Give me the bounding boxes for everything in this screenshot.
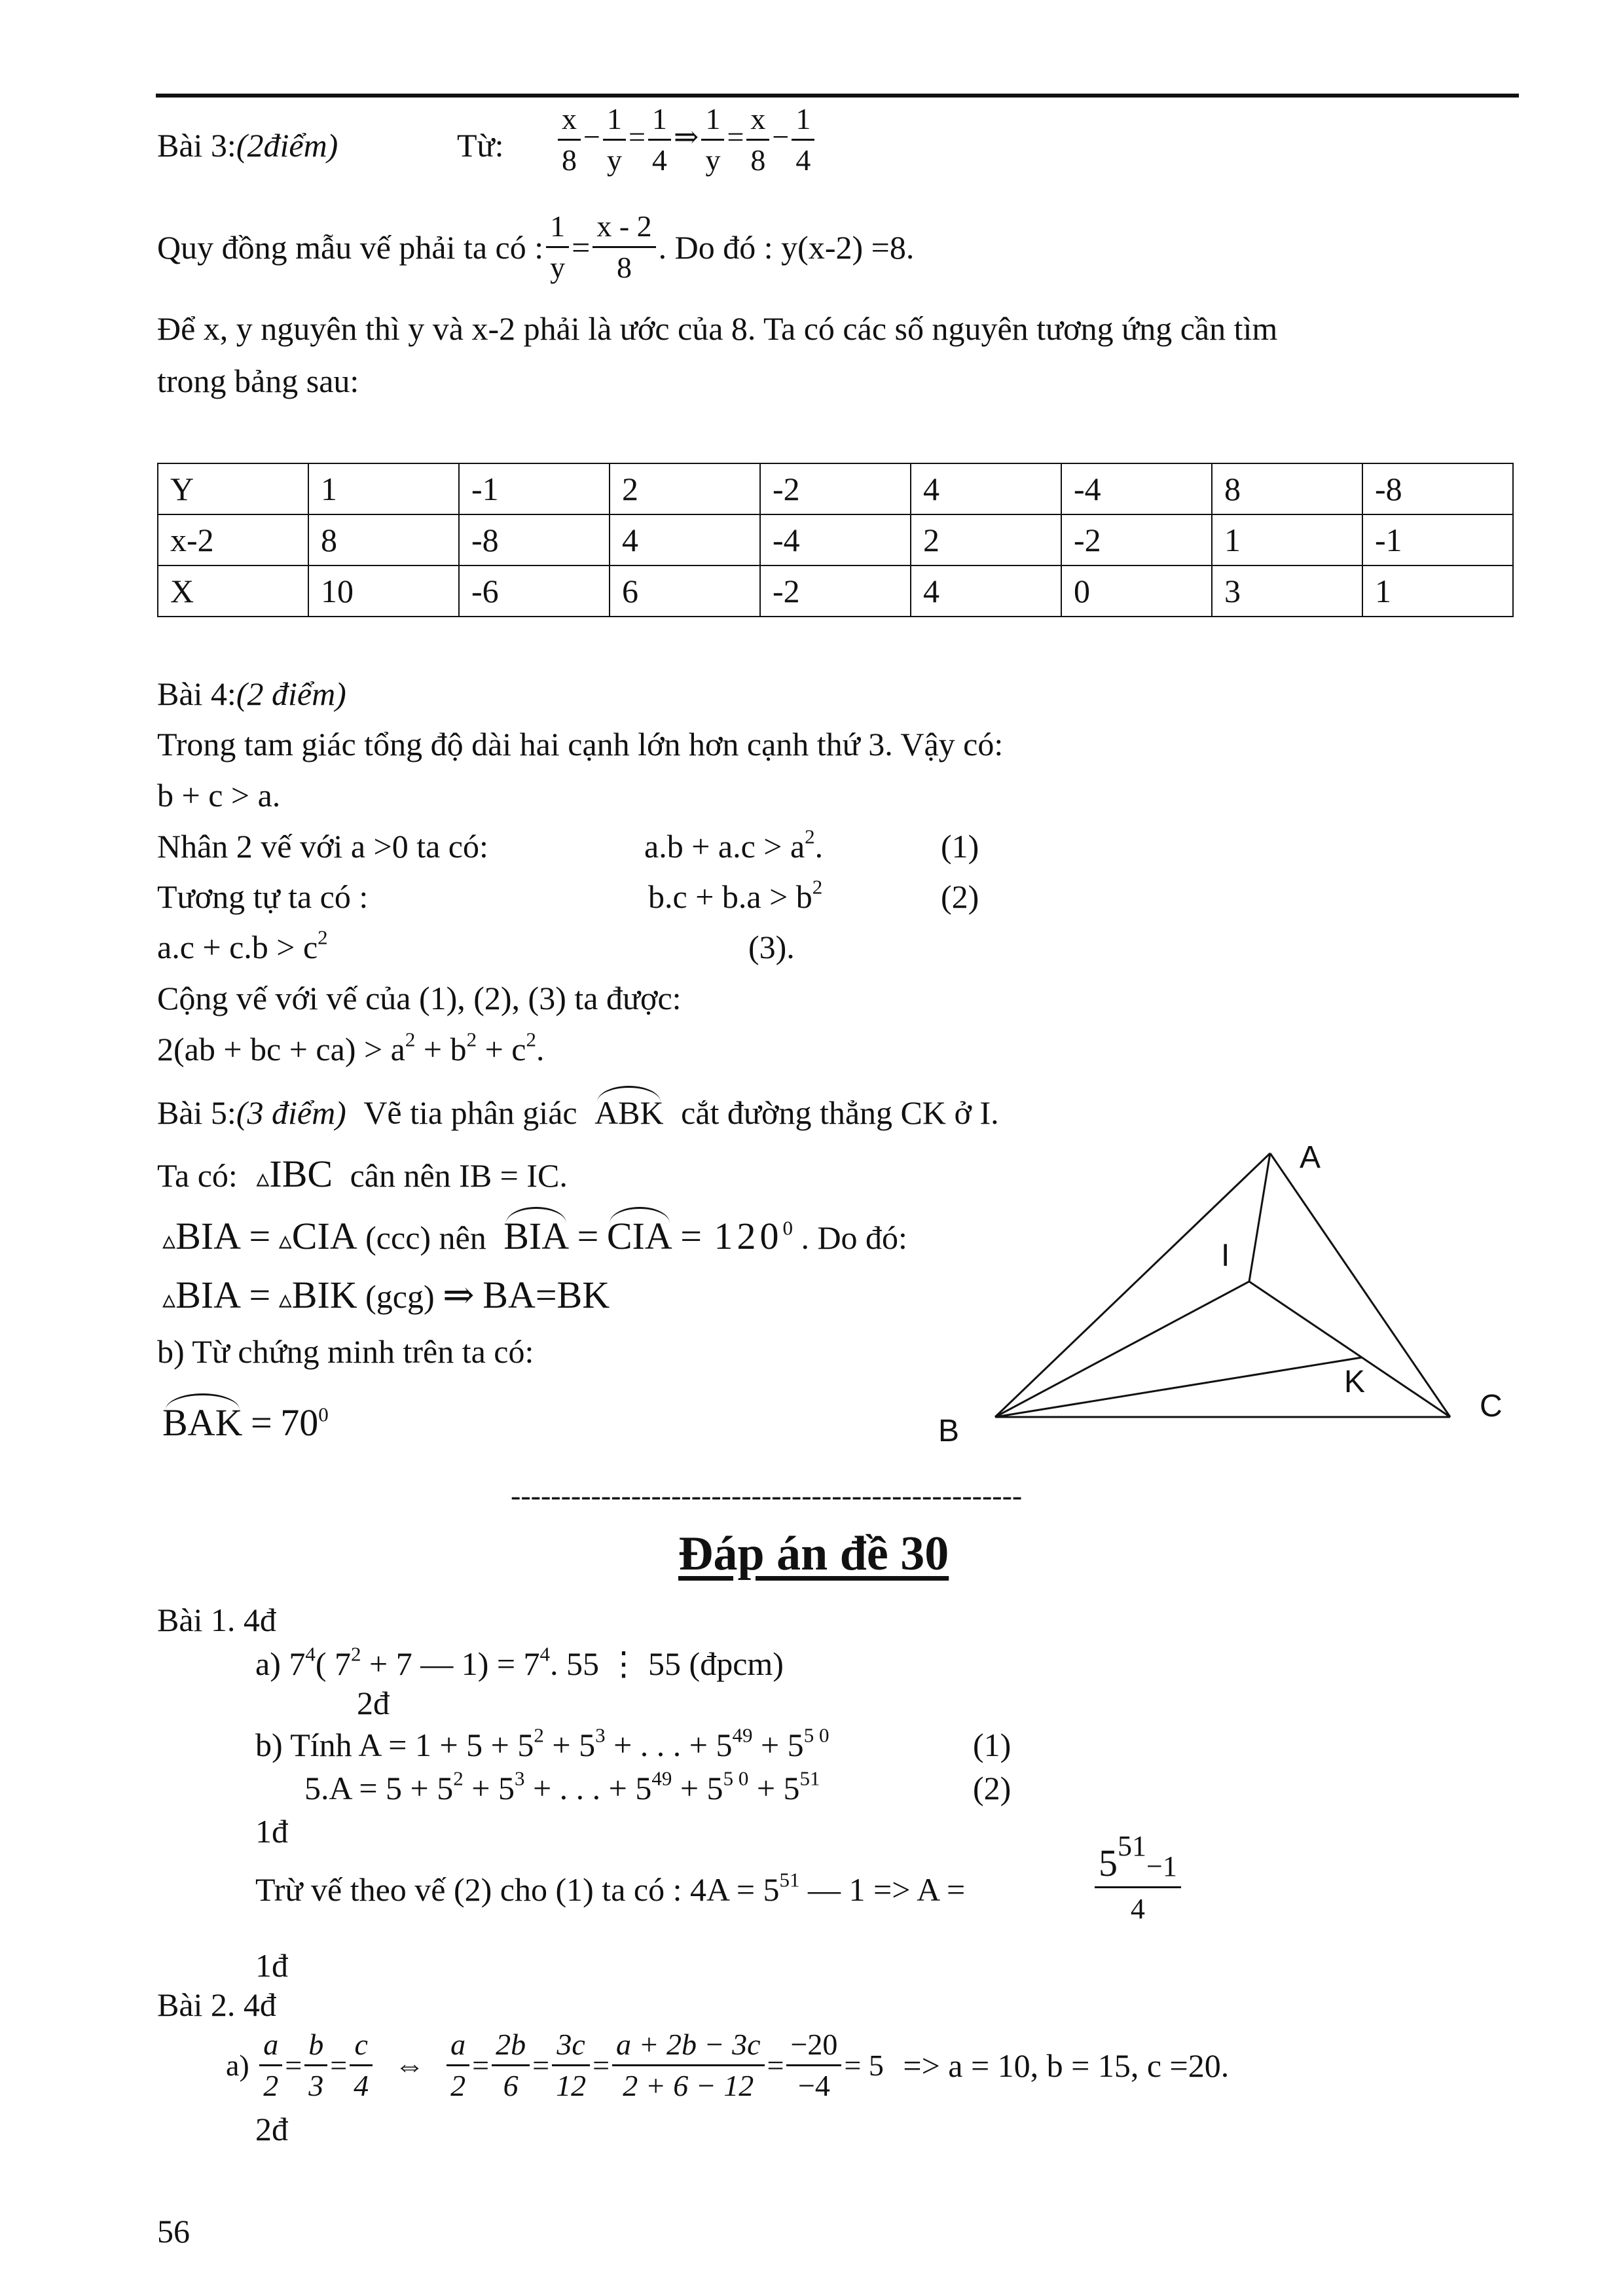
table-cell: -4 <box>1061 463 1212 514</box>
bai5-line5: b) Từ chứng minh trên ta có: <box>157 1333 534 1370</box>
bai3-para2: trong bảng sau: <box>157 363 359 399</box>
table-cell: Y <box>158 463 308 514</box>
bai1-b-points: 1đ <box>255 1813 288 1850</box>
separator: --------------------------------------------------- <box>511 1479 1023 1512</box>
bai4-line6: Cộng vế với vế của (1), (2), (3) ta được: <box>157 980 682 1016</box>
bai4-tag1: (1) <box>941 828 979 865</box>
page-number: 56 <box>157 2213 190 2250</box>
bai1-heading: Bài 1. 4đ <box>157 1602 276 1638</box>
bai1-a-points: 2đ <box>357 1685 390 1721</box>
table-cell: 8 <box>308 514 459 565</box>
table-cell: X <box>158 565 308 617</box>
bai1-result-fraction: $5^{51}-1$ 4 <box>1095 1844 1181 1924</box>
bai2-a-points: 2đ <box>255 2111 288 2147</box>
bai4-line5-expr: $a.c + c.b > c^2$ <box>157 925 328 965</box>
angle-abk: ABK <box>594 1094 664 1131</box>
table-cell: 4 <box>911 565 1061 617</box>
table-cell: 10 <box>308 565 459 617</box>
point-label-b: B <box>938 1414 960 1448</box>
bai4-tag3: (3). <box>748 929 795 965</box>
bai3-para1: Để x, y nguyên thì y và x-2 phải là ước của 8. Ta có các số nguyên tương ứng cần tìm <box>157 310 1278 347</box>
table-cell: -2 <box>1061 514 1212 565</box>
table-cell: -2 <box>760 463 911 514</box>
point-label-i: I <box>1221 1238 1230 1273</box>
answer-title: Đáp án đề 30 <box>678 1527 949 1581</box>
table-cell: -4 <box>760 514 911 565</box>
angle-cia: CIA <box>606 1215 672 1257</box>
table-cell: -2 <box>760 565 911 617</box>
bai1-b-tag2: (2) <box>973 1770 1012 1806</box>
table-cell: 8 <box>1212 463 1362 514</box>
bai4-line4-expr: $b.c + b.a > b^2$ <box>648 875 823 915</box>
bai1-a: a) $7^4$( $7^2 + 7$ — $1) = 7^4$. 55 ⋮ 55 (đpcm) <box>255 1642 784 1682</box>
bai2-heading: Bài 2. 4đ <box>157 1986 276 2023</box>
bai3-tu: Từ: <box>457 127 504 164</box>
bai1-b-line2: $5.A = 5 + 5^2 + 5^3$ + . . . + $5^{49} + 5^{5 0} + 5^{51}$ <box>304 1767 820 1806</box>
table-cell: 6 <box>610 565 760 617</box>
table-cell: -8 <box>459 514 610 565</box>
table-cell: 3 <box>1212 565 1362 617</box>
table-cell: 2 <box>610 463 760 514</box>
table-cell: -8 <box>1362 463 1513 514</box>
table-cell: -1 <box>1362 514 1513 565</box>
bai5-line2: Ta có: ▵IBC cân nên IB = IC. <box>157 1153 568 1195</box>
bai1-subtract: Trừ vế theo vế (2) cho (1) ta có : $4A = 5^{51}$ — 1 => A = <box>255 1868 966 1908</box>
table-row <box>158 514 1513 565</box>
bai4-line4-label: Tương tự ta có : <box>157 878 369 915</box>
bai4-line2: b + c > a. <box>157 777 281 814</box>
table-cell: 4 <box>911 463 1061 514</box>
table-cell: -6 <box>459 565 610 617</box>
segment-ai <box>1249 1153 1270 1282</box>
bai1-b-tag1: (1) <box>973 1727 1012 1763</box>
angle-bia: BIA <box>503 1215 570 1257</box>
bai4-line7: 2(ab + bc + $ca) > a^2 + b^2 + c^2$. <box>157 1028 545 1067</box>
bai4-line3-expr: $a.b + a.c > a^2$. <box>644 825 824 865</box>
bai4-tag2: (2) <box>941 878 979 915</box>
table-cell: 4 <box>610 514 760 565</box>
table-cell: 1 <box>308 463 459 514</box>
bai1-subtract-points: 1đ <box>255 1947 288 1984</box>
bai5-heading: Bài 5:(3 điểm) Vẽ tia phân giác ABK cắt đường thẳng CK ở I. <box>157 1094 999 1131</box>
bai2-a: a) $\frac{a}{2}$ = $\frac{b}{3}$ = $\frac{c}{4}$ ⇔ $\frac{a}{2}$ = $\frac{2b}{6}$ = $\frac{3c}{12}$ = $\frac{a + 2b - 3c}{2 + 6 - 12}$ = $\frac{-20}{-4}$ = 5 => a = 10, b = 15, c =20. <box>226 2028 1230 2103</box>
angle-bak: BAK <box>162 1401 243 1444</box>
table-cell: 2 <box>911 514 1061 565</box>
table-cell: 0 <box>1061 565 1212 617</box>
bai5-line6: BAK = $70^0$ <box>162 1401 329 1444</box>
table-row <box>158 565 1513 617</box>
table-cell: 1 <box>1212 514 1362 565</box>
bai3-quydong: Quy đồng mẫu vế phải ta có : $\frac{1}{y}$ = $\frac{x - 2}{8}$ . Do đó : y(x-2) =8. <box>157 209 915 285</box>
triangle-figure <box>903 1126 1532 1453</box>
bai5-line3: ▵BIA = ▵CIA (ccc) nên BIA = CIA = $120^0$ . Do đó: <box>162 1215 907 1257</box>
segment-ab <box>995 1153 1270 1417</box>
table-cell: -1 <box>459 463 610 514</box>
bai3-equation: $\frac{x}{8}$ − $\frac{1}{y}$ = $\frac{1}{4}$ ⇒ $\frac{1}{y}$ = $\frac{x}{8}$ − $\frac{1}{4}$ <box>555 103 817 177</box>
bai4-line1: Trong tam giác tổng độ dài hai cạnh lớn hơn cạnh thứ 3. Vậy có: <box>157 726 1004 762</box>
table-cell: x-2 <box>158 514 308 565</box>
point-label-c: C <box>1480 1389 1503 1424</box>
point-label-k: K <box>1344 1365 1366 1399</box>
table-cell: 1 <box>1362 565 1513 617</box>
table-row <box>158 463 1513 514</box>
bai4-line3-label: Nhân 2 vế với a >0 ta có: <box>157 828 488 865</box>
bai1-b: b) Tính $A = 1 + 5 + 5^2 + 5^3$ + . . . + $5^{49} + 5^{5 0}$ <box>255 1723 830 1763</box>
values-table <box>157 463 1514 617</box>
bai4-heading: Bài 4:(2 điểm) <box>157 675 346 712</box>
point-label-a: A <box>1300 1140 1321 1175</box>
bai5-line4: ▵BIA = ▵BIK (gcg) ⇒ BA=BK <box>162 1274 610 1316</box>
top-rule <box>156 94 1519 98</box>
bai3-heading: Bài 3:(2điểm) <box>157 127 338 164</box>
